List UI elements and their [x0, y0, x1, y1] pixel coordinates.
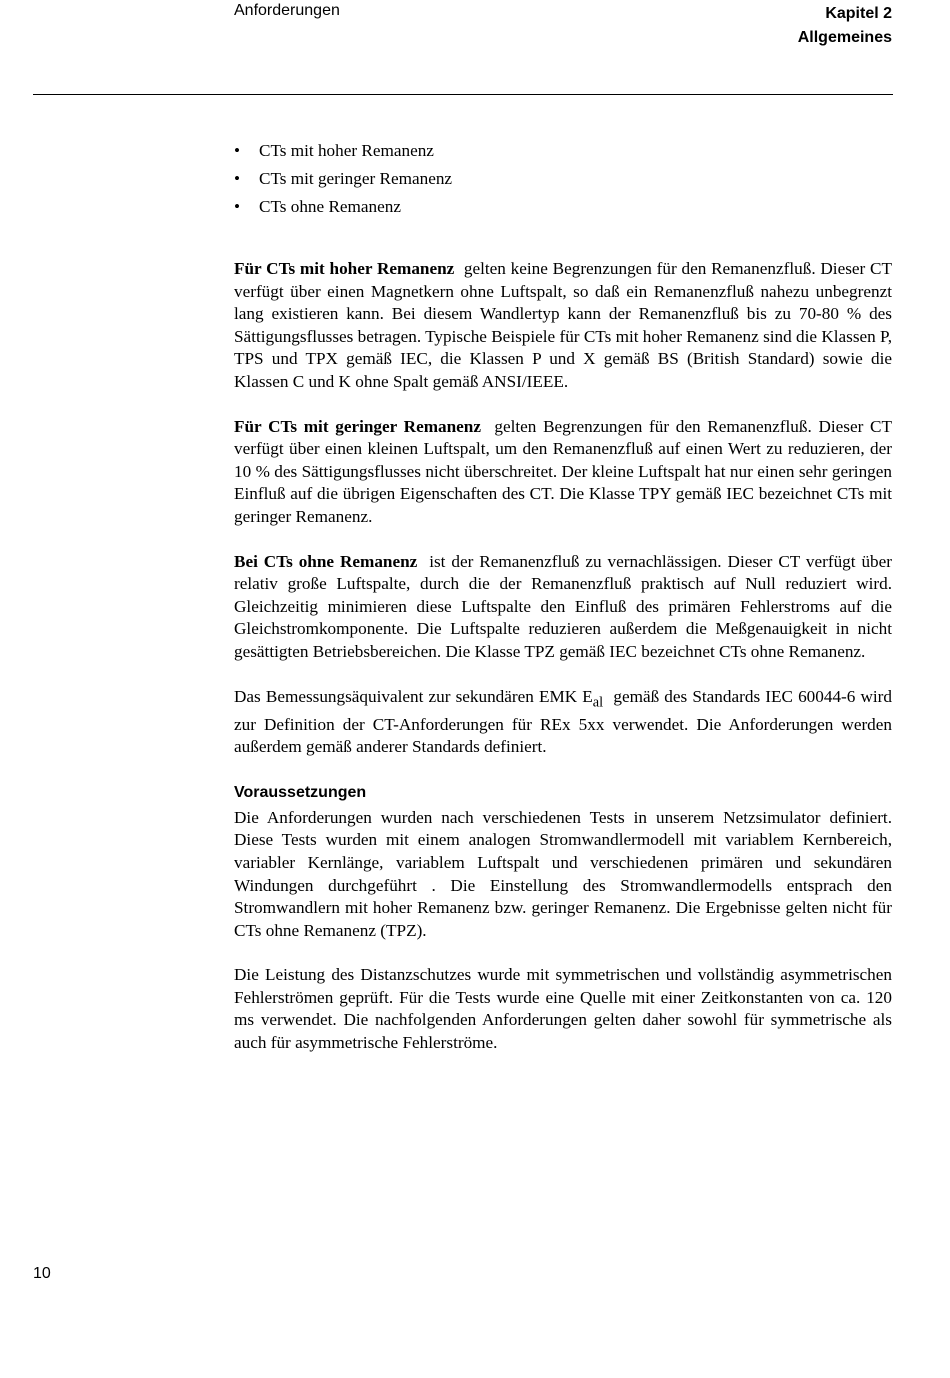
- running-header-chapter: [798, 2, 892, 50]
- paragraph-no-remanence: Bei CTs ohne Remanenz ist der Remanenzfluß zu vernachlässigen. Dieser CT verfügt über relativ große Luftspalte, durch die der Remanenzfluß praktisch auf Null reduziert wird. Gleichzeitig minimieren diese Luftspalte den Einfluß des primären Fehlerstroms auf die Gleichstromkomponente. Die Luftspalte reduzieren außerdem die Meßgenauigkeit in nicht gesättigten Betriebsbereichen. Die Klasse TPZ gemäß IEC bezeichnet CTs ohne Remanenz.: [234, 551, 892, 661]
- bullet-icon: •: [234, 197, 241, 216]
- paragraph-prerequisites: Die Anforderungen wurden nach verschiedenen Tests in unserem Netzsimulator definiert. Diese Tests wurden mit einem analogen Stromwandlermodell mit variablem Kernbereich, variabler Kernlänge, variablem Luftspalt und verschiedenen primären und sekundären Windungen durchgeführt . Die Einstellung des Stromwandlermodells entsprach den Stromwandlern mit hoher Remanenz bzw. geringer Remanenz. Die Ergebnisse gelten nicht für CTs ohne Remanenz (TPZ).: [234, 807, 892, 940]
- chapter-number: Kapitel 2: [825, 5, 892, 22]
- bullet-icon: •: [234, 141, 241, 160]
- main-content: [234, 137, 892, 1055]
- ct-type-list: [234, 137, 892, 221]
- paragraph-lead: Bei CTs ohne Remanenz: [234, 551, 418, 571]
- paragraph-lead: Für CTs mit geringer Remanenz: [234, 416, 481, 436]
- paragraph-distance-protection: Die Leistung des Distanzschutzes wurde mit symmetrischen und vollständig asymmetrischen Fehlerströmen geprüft. Für die Tests wurde eine Quelle mit einer Zeitkonstanten von ca. 120 ms verwendet. Die nachfolgenden Anforderungen gelten daher sowohl für symmetrische als auch für asymmetrische Fehlerströme.: [234, 965, 892, 1053]
- header-rule: [33, 94, 893, 95]
- list-item: • CTs ohne Remanenz: [234, 193, 892, 221]
- running-header-section: Anforderungen: [234, 2, 340, 19]
- paragraph-high-remanence: Für CTs mit hoher Remanenz gelten keine Begrenzungen für den Remanenzfluß. Dieser CT verfügt über einen Magnetkern ohne Luftspalt, so daß ein Remanenzfluß nahezu unbegrenzt lang existieren kann. Bei diesem Wandlertyp kann der Remanenzfluß bis zu 70-80 % des Sättigungsflusses betragen. Typische Beispiele für CTs mit hoher Remanenz sind die Klassen P, TPS und TPX gemäß IEC, die Klassen P und X gemäß BS (British Standard) sowie die Klassen C und K ohne Spalt gemäß ANSI/IEEE.: [234, 259, 892, 391]
- paragraph-emk: Das Bemessungsäquivalent zur sekundären EMK $E_{al}$ gemäß des Standards IEC 60044-6 wird zur Definition der CT-Anforderungen für REx 5xx verwendet. Die Anforderungen werden außerdem gemäß anderer Standards definiert.: [234, 686, 892, 757]
- chapter-title: Allgemeines: [797, 29, 892, 46]
- paragraph-lead: Für CTs mit hoher Remanenz: [234, 259, 455, 278]
- page-number: 10: [33, 1265, 51, 1282]
- emk-subscript: al: [592, 693, 604, 710]
- list-item: • CTs mit hoher Remanenz: [234, 137, 892, 165]
- list-item: • CTs mit geringer Remanenz: [234, 165, 892, 193]
- section-heading: Voraussetzungen: [234, 783, 367, 801]
- bullet-icon: •: [234, 169, 241, 188]
- paragraph-low-remanence: Für CTs mit geringer Remanenz gelten Begrenzungen für den Remanenzfluß. Dieser CT verfügt über einen kleinen Luftspalt, um den Remanenzfluß auf einen Wert zu reduzieren, der 10 % des Sättigungsflusses nicht überschreitet. Der kleine Luftspalt hat nur einen sehr geringen Einfluß auf die übrigen Eigenschaften des CT. Die Klasse TPY gemäß IEC bezeichnet CTs mit geringer Remanenz.: [234, 416, 892, 526]
